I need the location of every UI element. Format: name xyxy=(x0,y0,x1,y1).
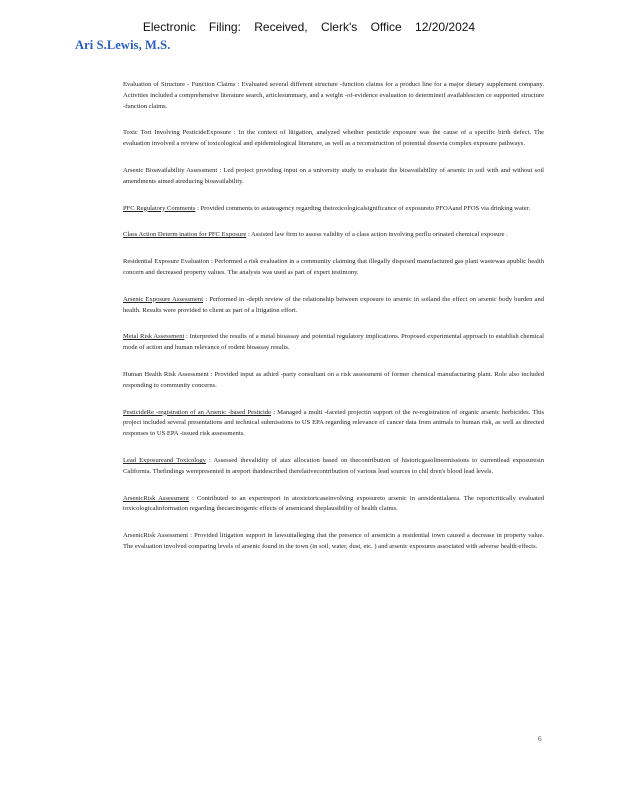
project-description: : Assisted law firm to assess validity of a class action involving perflu orinated chemical exposure . xyxy=(247,231,508,239)
project-entry xyxy=(123,295,544,317)
project-entry xyxy=(123,456,544,478)
project-title: PFC Regulatory Comments xyxy=(123,204,196,212)
project-description: : Contributed to an expertreport in atoxictortcaseinvolving exposureto arsenic in aresidentialarea. The reportcritically evaluated toxicologicalinformation regarding thecarcinogenic effects of arsenicand theplausibility of health claims. xyxy=(123,494,545,513)
project-entry xyxy=(123,531,544,553)
project-description: : Provided comments to astateagency regarding thetoxicologicalsignificance of exposureto PFOAand PFOS via drinking water. xyxy=(197,204,531,212)
project-list xyxy=(123,80,544,569)
project-entry xyxy=(123,257,544,279)
project-title: Arsenic Exposure Assessment xyxy=(123,295,204,303)
project-description: : Evaluated several different structure -function claims for a product line for a major dietary supplement company. Activities included a comprehensive literature search, articlesummary, and a weight -of-evidence evaluation to determineif availablescien ce supported structure -function claims. xyxy=(123,81,544,110)
project-description: : Led project providing input on a university study to evaluate the bioavailability of arsenic in soil with and without soil amendments aimed atreducing bioavailability. xyxy=(123,166,545,185)
project-description: : Provided litigation support in lawsuitalleging that the presence of arsenicin a residential town caused a decrease in property value. The evaluation involved comparing levels of arsenic found in the town (in soil, water, dust, etc. ) and arsenic exposures associated with adverse health effects. xyxy=(123,532,544,550)
project-title: ArsenicRisk Assessment xyxy=(123,494,189,502)
project-entry xyxy=(123,494,544,516)
project-title: Evaluation of Structure - Function Claims xyxy=(123,81,236,88)
project-title: Metal Risk Assessment xyxy=(123,333,185,341)
project-description: : Assessed thevalidity of atax allocation based on thecontribution of historicgasolineemissions to currentlead exposuresin California. Thefindings werepresented in areport thatdescribed therelativecontribution of various lead sources to chil dren's blood lead levels. xyxy=(123,456,544,475)
project-description: : Provided input as athird -party consultant on a risk assessment of former chemical manufacturing plant. Role also included responding to community concerns. xyxy=(123,370,544,389)
project-title: PesticideRe -registration of an Arsenic -based Pesticide xyxy=(123,408,272,416)
project-title: Toxic Tort Involving PesticideExposure xyxy=(123,129,232,137)
project-entry xyxy=(123,332,544,354)
project-title: ArsenicRisk Assessment xyxy=(123,532,189,540)
project-description: : In the context of litigation, analyzed whether pesticide exposure was the cause of a specific birth defect. The evaluation involved a review of toxicological and epidemiological literature, as well as a reconstruction of potential dosevia complex exposure pathways. xyxy=(123,129,545,148)
project-entry xyxy=(123,204,544,215)
project-description: : Performed a risk evaluation in a community claiming that illegally disposed manufactured gas plant wastewas apublic health concern and decreased property values. The analysis was used as part of expert testimony. xyxy=(123,258,544,276)
project-entry xyxy=(123,166,544,188)
project-title: Arsenic Bioavailability Assessment xyxy=(123,166,218,174)
project-entry xyxy=(123,408,544,440)
project-entry xyxy=(123,80,544,112)
project-description: : Interpreted the results of a metal bioassay and potential regulatory implications. Proposed experimental approach to establish chemical mode of action and human relevance of rodent bioassay results. xyxy=(123,333,544,352)
project-title: Human Health Risk Assessment xyxy=(123,370,209,378)
project-entry xyxy=(123,370,544,392)
project-entry xyxy=(123,230,544,241)
project-entry xyxy=(123,128,544,150)
project-description: : Managed a multi -faceted projectin support of the re-registration of organic arsenic herbicides. This project included several presentations and technical submissions to US EPA regarding relevance of cancer data from animals to human risk, as well as directed responses to US EPA -issued risk assessments. xyxy=(123,408,544,438)
project-description: : Performed in -depth review of the relationship between exposure to arsenic in soiland the effect on arsenic body burden and health. Results were provided to client as part of a litigation effort. xyxy=(123,295,544,314)
project-title: Residential Exposure Evaluation xyxy=(123,258,210,266)
author-name: Ari S.Lewis, M.S. xyxy=(75,38,171,52)
filing-stamp-header: Electronic Filing: Received, Clerk's Office 12/20/2024 xyxy=(142,20,476,34)
project-title: Class Action Determ ination for PFC Exposure xyxy=(123,231,247,239)
project-title: Lead Exposureand Toxicology xyxy=(123,456,206,464)
page-number: 6 xyxy=(538,735,542,743)
